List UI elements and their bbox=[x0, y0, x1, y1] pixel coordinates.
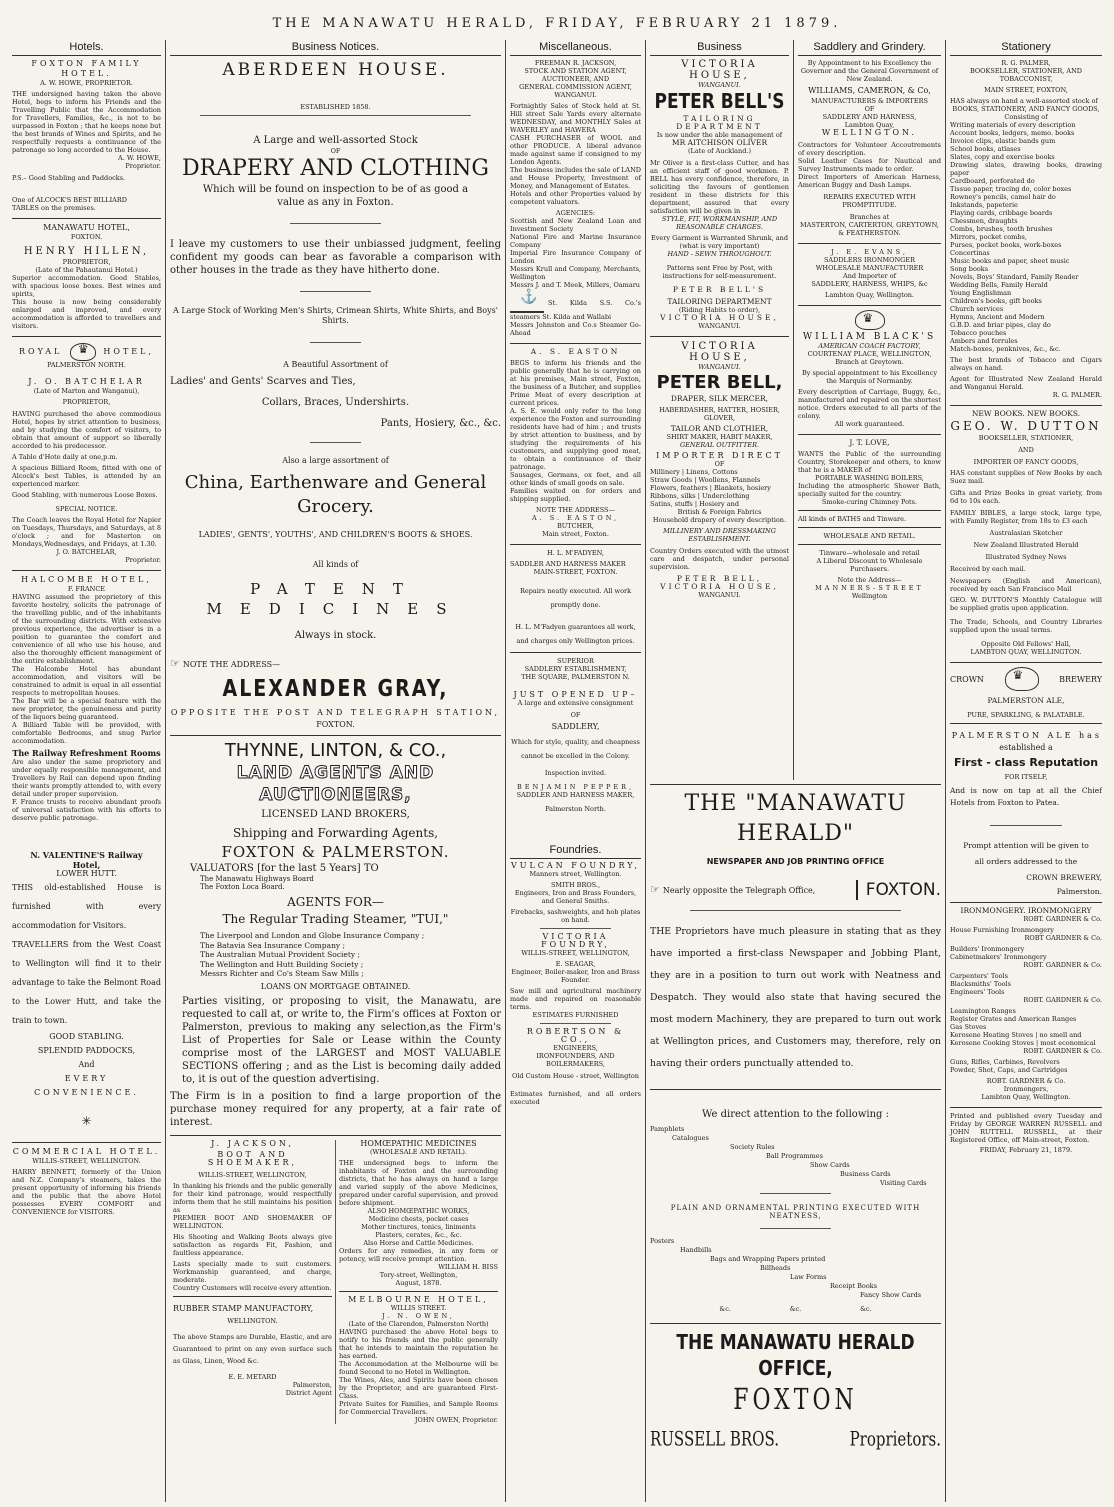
section-heading-business: Business bbox=[650, 40, 789, 56]
ad-manawatu-hotel: MANAWATU HOTEL, FOXTON. HENRY HILLEN, PROPRIETOR, (Late of the Pahautanui Hotel.) Superior accommodation. Good Stables, with spacious loose boxes. Best wines and spirits, This house is now being considerably enlarged and improved, and every accommodation is afforded to travellers and visitors. bbox=[12, 223, 161, 330]
divider bbox=[12, 570, 161, 571]
pointing-hand-icon: ☞ bbox=[650, 882, 660, 896]
divider bbox=[173, 1296, 332, 1297]
divider bbox=[290, 223, 381, 224]
divider bbox=[760, 1193, 831, 1194]
divider bbox=[760, 1228, 831, 1229]
divider bbox=[798, 243, 941, 244]
column-miscellaneous bbox=[506, 40, 646, 1502]
divider bbox=[12, 1142, 161, 1143]
ad-palmer-bookseller: R. G. PALMER, BOOKSELLER, STATIONER, AND TOBACCONIST, MAIN STREET, FOXTON, HAS always on hand a well-assorted stock of BOOKS, STATIONERY, AND FANCY GOODS, Consisting of Writing materials of every description Account books, ledgers, memo. books Invoice clips, elastic bands gum School books, atlases Slates, copy and exercise books Drawing slates, drawing books, drawing paper Cardboard, perforated do Tissue paper, tracing do, color boxes Rowney's pencils, camel hair do Inkstands, papeterie Playing cards, cribbage boards Chessmen, draughts Combs, brushes, tooth brushes Mirrors, pocket combs, Purses, pocket books, work-boxes Concertinas Music books and paper, sheet music Song books Novels, Boys' Standard, Family Reader Wedding Bells, Family Herald Young Englishman Children's books, gift books Church services Hymns, Ancient and Modern G.B.D. and briar pipes, clay do Tobacco pouches Ambers and ferrules Match-boxes, penknives, &c., &c. The best brands of Tobacco and Cigars always on hand. Agent for Illustrated New Zealand Herald and Wanganui Herald. R. G. PALMER. bbox=[950, 59, 1102, 399]
divider bbox=[170, 735, 501, 736]
steamship-icon bbox=[510, 293, 544, 313]
newspaper-page bbox=[8, 40, 1106, 1502]
column-stationery bbox=[946, 40, 1106, 1502]
divider bbox=[650, 1323, 941, 1324]
ad-dutton-bookseller: NEW BOOKS. NEW BOOKS. GEO. W. DUTTON BOOKSELLER, STATIONER, AND IMPORTER OF FANCY GOODS, HAS constant supplies of New Books by each Suez mail. Gifts and Prize Books in great variety, from 6d to 10s each. FAMILY BIBLES, a large stock, large type, with Family Register, from 18s to £3 each Australasian Sketcher New Zealand Illustrated Herald Illustrated Sydney News Received by each mail. Newspapers (English and American), received by each San Francisco Mail GEO. W. DUTTON'S Monthly Catalogue will be supplied gratis upon application. The Trade, Schools, and Country Libraries supplied upon the usual terms. Opposite Old Fellows' Hall, LAMBTON QUAY, WELLINGTON. bbox=[950, 409, 1102, 656]
ad-williams-cameron: By Appointment to his Excellency the Governor and the General Government of New Zealand. WILLIAMS, CAMERON, & Co, MANUFACTURERS & IMPORTERS OF SADDLERY AND HARNESS, Lambton Quay, WELLINGTON. Contractors for Volunteer Accoutrements of every description. Solid Leather Cases for Nautical and Survey Instruments made to order. Direct Importers of American Harness, American Buggy and Dash Lamps. REPAIRS EXECUTED WITH PROMPTITUDE. Branches at MASTERTON, CARTERTON, GREYTOWN, & FEATHERSTON. bbox=[798, 59, 941, 237]
pointing-hand-icon: ☞ bbox=[170, 657, 180, 670]
royal-crest-icon bbox=[1005, 667, 1039, 691]
print-list-1: Pamphlets Catalogues Society Rules Ball Programmes Show Cards Business Cards Visiting Cards bbox=[650, 1125, 927, 1187]
ad-commercial-hotel: COMMERCIAL HOTEL. WILLIS-STREET, WELLINGTON. HARRY BENNETT, formerly of the Union and N.Z. Company's steamers, takes the present opportunity of informing his friends and the public that the above Hotel possesses EVERY COMFORT and CONVENIENCE for VISITORS. bbox=[12, 1147, 161, 1216]
divider bbox=[510, 343, 641, 344]
divider bbox=[690, 910, 901, 911]
ad-foundries: Foundries. VULCAN FOUNDRY, Manners street, Wellington. SMITH BROS., Engineers, Iron and Brass Founders, and General Smiths. Firebacks, sashweights, and hob plates on hand. VICTORIA FOUNDRY, WILLIS-STREET, WELLINGTON, E. SEAGAR, Engineer, Boiler-maker, Iron and Brass Founder. Saw mill and agricultural machinery made and repaired on reasonable terms. ESTIMATES FURNISHED ROBERTSON & CO., ENGINEERS, IRONFOUNDERS, AND BOILERMAKERS, Old Custom House - street, Wellington Estimates furnished, and all orders executed bbox=[510, 844, 641, 1106]
ad-title: FOXTON FAMILY HOTEL. bbox=[31, 59, 142, 78]
stationery-list: Writing materials of every description Account books, ledgers, memo. books Invoice clips, elastic bands gum School books, atlases Slates, copy and exercise books Drawing slates, drawing books, drawing paper Cardboard, perforated do Tissue paper, tracing do, color boxes Rowney's pencils, camel hair do Inkstands, papeterie Playing cards, cribbage boards Chessmen, draughts Combs, brushes, tooth brushes Mirrors, pocket combs, Purses, pocket books, work-boxes Concertinas Music books and paper, sheet music Song books Novels, Boys' Standard, Family Reader Wedding Bells, Family Herald Young Englishman Children's books, gift books Church services Hymns, Ancient and Modern G.B.D. and briar pipes, clay do Tobacco pouches Ambers and ferrules Match-boxes, penknives, &c., &c. bbox=[950, 121, 1102, 353]
ad-love-washing-boilers: J. T. LOVE, WANTS the Public of the surrounding Country, Storekeeper and others, to know that he is a MAKER of PORTABLE WASHING BOILERS, Including the atmospheric Shower Bath, specially suited for the country. Smoke-curing Chimney Pots. All kinds of BATHS and Tinware. WHOLESALE AND RETAIL. Tinware—wholesale and retail A Liberal Discount to Wholesale Purchasers. Note the Address— MANNERS-STREET Wellington bbox=[798, 438, 941, 600]
ad-crown-brewery: CROWN ♛ BREWERY PALMERSTON ALE, PURE, SPARKLING, & PALATABLE. PALMERSTON ALE has established a First - class Reputation FOR ITSELF, And is now on tap at all the Chief Hotels from Foxton to Patea. Prompt attention will be given to all orders addressed to the CROWN BREWERY, Palmerston. bbox=[950, 667, 1102, 896]
section-heading-foundries: Foundries. bbox=[510, 843, 641, 859]
divider bbox=[510, 544, 641, 545]
divider bbox=[310, 442, 361, 443]
ad-peter-bell-draper: VICTORIA HOUSE, WANGANUI. PETER BELL, DRAPER, SILK MERCER, HABERDASHER, HATTER, HOSIER, GLOVER, TAILOR AND CLOTHIER, SHIRT MAKER, HABIT MAKER, GENERAL OUTFITTER. IMPORTER DIRECT OF Millinery | Linens, Cottons Straw Goods | Woollens, Flannels Flowers, feathers | Blankets, hosiery Ribbons, silks | Underclothing Satins, stuffs | Hosiery and British & Foreign Fabrics Household drapery of every description. MILLINERY AND DRESSMAKING ESTABLISHMENT. Country Orders executed with the utmost care and despatch, under personal supervision. PETER BELL, VICTORIA HOUSE, WANGANUI. bbox=[650, 341, 789, 599]
section-heading-hotels: Hotels. bbox=[12, 40, 161, 56]
divider bbox=[798, 305, 941, 306]
ad-william-black-coach-factory: ♛ WILLIAM BLACK'S AMERICAN COACH FACTORY, COURTENAY PLACE, WELLINGTON, Branch at Greytown. By special appointment to his Excellency the Marquis of Normanby. Every description of Carriage, Buggy, &c., manufactured and repaired on the shortest notice. Orders executed to all parts of the colony. All work guaranteed. bbox=[798, 310, 941, 428]
section-heading-miscellaneous: Miscellaneous. bbox=[510, 40, 641, 56]
divider bbox=[12, 336, 161, 337]
ad-mfadyen-saddler: H. L. M'FADYEN, SADDLER AND HARNESS MAKER MAIN-STREET, FOXTON. Repairs neatly executed. All work promptly done. H. L. M'Fadyen guarantees all work, and charges only Wellington prices. SUPERIOR SADDLERY ESTABLISHMENT, THE SQUARE, PALMERSTON N. JUST OPENED UP– A large and extensive consignment OF SADDLERY, Which for style, quality, and cheapness cannot be excelled in the Colony. Inspection invited. BENJAMIN PEPPER, SADDLER AND HARNESS MAKER, Palmerston North. bbox=[510, 549, 640, 813]
ad-title: HALCOMBE HOTEL, bbox=[21, 575, 152, 584]
royal-crest-icon bbox=[855, 310, 885, 330]
divider bbox=[950, 662, 1102, 663]
royal-crest-icon bbox=[70, 343, 96, 361]
ad-valentines-railway-hotel: N. VALENTINE'S Railway Hotel, LOWER HUTT. THIS old-established House is furnished with every accommodation for Visitors. TRAVELLERS from the West Coast to Wellington will find it to their advantage to take the Belmont Road to the Lower Hutt, and take the train to town. GOOD STABLING. SPLENDID PADDOCKS, And EVERY CONVENIENCE. bbox=[12, 850, 161, 1097]
divider bbox=[650, 784, 941, 785]
ad-peter-bell-tailoring: VICTORIA HOUSE, WANGANUI. PETER BELL'S TAILORING DEPARTMENT Is now under the able management of MR AITCHISON OLIVER (Late of Auckland.) Mr Oliver is a first-class Cutter, and has an efficient staff of good workmen. P. BELL has every confidence, therefore, in soliciting the favours of gentlemen resident in these districts for this department, assured that every satisfaction will be given in STYLE, FIT, WORKMANSHIP, AND REASONABLE CHARGES. Every Garment is Warranted Shrunk, and (what is very important) HAND - SEWN THROUGHOUT. Patterns sent Free by Post, with instructions for self-measurement. PETER BELL'S TAILORING DEPARTMENT (Riding Habits to order), VICTORIA HOUSE, WANGANUI. bbox=[650, 59, 789, 330]
newspaper-imprint: Printed and published every Tuesday and Friday by GEORGE WARREN RUSSELL and JOHN RUTTELL RUSSELL, at their Registered Office, off Main-street, Foxton. FRIDAY, February 21, 1879. bbox=[950, 1112, 1102, 1154]
etc-row: &c. &c. &c. bbox=[719, 1305, 872, 1313]
sub-columns bbox=[170, 1140, 501, 1424]
ad-royal-hotel: ROYAL ♛ HOTEL, PALMERSTON NORTH. J. O. BATCHELAR (Late of Marton and Wanganui), PROPRIETOR, HAVING purchased the above commodious Hotel, hopes by strict attention to business, and by studying the comfort of visitors, to obtain that amount of support so liberally accorded to his predecessor. A Table d'Hote daily at one,p.m. A spacious Billiard Room, fitted with one of Alcock's best Tables, is attended by an experienced marker. Good Stabling, with numerous Loose Boxes. SPECIAL NOTICE. The Coach leaves the Royal Hotel for Napier on Tuesdays, Thursdays, and Saturdays, at 8 o'clock ; and for Masterton on Mondays,Wednesdays, and Fridays, at 1.30. J. O. BATCHELAR, Proprietor. bbox=[12, 343, 161, 564]
divider bbox=[12, 218, 161, 219]
divider bbox=[339, 1291, 498, 1292]
divider bbox=[310, 342, 361, 343]
ad-evans-saddlers: J. E. EVANS, SADDLERS IRONMONGER WHOLESALE MANUFACTURER And Importer of SADDLERY, HARNESS, WHIPS, &c Lambton Quay, Wellington. bbox=[811, 248, 928, 299]
print-list-2: Posters Handbills Bags and Wrapping Papers printed Billheads Law Forms Receipt Books Fancy Show Cards bbox=[650, 1237, 922, 1299]
divider bbox=[950, 902, 1102, 903]
ad-halcombe-hotel: HALCOMBE HOTEL, F. FRANCE HAVING assumed the proprietory of this favorite hostelry, solicits the patronage of the travelling public, and of the inhabitants of the surrounding districts. With extensive previous experience, the advertiser is in a position to guarantee the comfort and convenience of all who use his house, and also the thoroughly efficient management of the entire establishment. The Halcombe Hotel has abundant accommodation, and visitors will be constrained to admit is equal in all essential respects to metropolitan houses. The Bar will be a special feature with the new proprietor, the genuineness and purity of the liquors being guaranteed. A Billiard Table will be provided, with comfortable Bedrooms, and snug Parlor accommodation. The Railway Refreshment Rooms Are also under the same proprietory and under equally responsible management, and Travellers by Rail can depend upon finding their wants promptly attended to, with every detail under proper supervision. F. France trusts to receive abundant proofs of universal satisfaction with his efforts to deserve public patronage. bbox=[12, 575, 161, 822]
divider bbox=[650, 1089, 941, 1090]
column-saddlery bbox=[794, 40, 946, 860]
divider bbox=[950, 723, 1102, 724]
ad-title: ABERDEEN HOUSE. bbox=[222, 60, 449, 80]
divider bbox=[650, 336, 789, 337]
column-business-victoria-house bbox=[646, 40, 794, 860]
divider bbox=[990, 825, 1062, 826]
section-heading-stationery: Stationery bbox=[950, 40, 1102, 56]
ad-foxton-family-hotel: FOXTON FAMILY HOTEL. A. W. HOWE, PROPRIETOR. THE undersigned having taken the above Hotel, begs to inform his Friends and the Travelling Public that the Accommodation for Travellers, Families, &c., is not to be surpassed in Foxton ; that he keeps none but the best brands of Wines and Spirits, and he respectfully requests a continuance of the patronage so long accorded to the House. A. W. HOWE, Proprietor. P.S.– Good Stabling and Paddocks. One of ALCOCK'S BEST BILLIARD TABLES on the premises. bbox=[12, 59, 161, 212]
ornament-star-icon: ✳ bbox=[81, 1114, 92, 1128]
ad-easton-butcher: A. S. EASTON BEGS to inform his friends and the public generally that he is carrying on at his premises, Main street, Foxton, the business of a Butcher, and supplies Prime Meat of every description at current prices. A. S. E. would only refer to the long experience the Foxton and surrounding residents have had of him ; and trusts by strict attention to business, and by studying the requirements of his customers, and supplying good meat, to obtain a continuance of their patronage. Sausages, Germans, ox feet, and all other kinds of small goods on sale. Families waited on for orders and shipping supplied. NOTE THE ADDRESS— A. S. EASTON, BUTCHER, Main street, Foxton. bbox=[510, 347, 641, 538]
ad-homoeopathic-medicines: HOMŒPATHIC MEDICINES (WHOLESALE AND RETAIL). THE undersigned begs to inform the inhabitants of Foxton and the surrounding districts, that he has always on hand a large and varied supply of the above Medicines, prepared under careful supervision, and proved before shipment. ALSO HOMŒPATHIC WORKS, Medicine chests, pocket cases Mother tinctures, tonics, liniments Plasters, cerates, &c., &c. Also Horse and Cattle Medicines. Orders for any remedies, in any form or potency, will receive prompt attention. WILLIAM H. BISS Tory-street, Wellington, August, 1878. MELBOURNE HOTEL, WILLIS STREET. J. N. OWEN, (Late of the Clarendon, Palmerston North) HAVING purchased the above Hotel begs to notify to his friends and the public generally that he intends to maintain the reputation he has earned. The Accommodation at the Melbourne will be found Second to no Hotel in Wellington. The Wines, Ales, and Spirits have been chosen by the Proprietor, and are guaranteed First-Class. Private Suites for Families, and Sample Rooms for Commercial Travellers. JOHN OWEN, Proprietor. bbox=[335, 1140, 501, 1424]
ad-freeman-jackson: FREEMAN R. JACKSON, STOCK AND STATION AGENT, AUCTIONEER, AND GENERAL COMMISSION AGENT, WANGANUI. Fortnightly Sales of Stock held at St. Hill street Sale Yards every alternate WEDNESDAY, and MONTHLY Sales at WAVERLEY and HAWERA CASH PURCHASER of WOOL and other PRODUCE. A liberal advance made against same if consigned to my London Agents. The business includes the sale of LAND and House Property, Investment of Money, and Management of Estates. Hotels and other Properties valued by competent valuators. AGENCIES: Scottish and New Zealand Loan and Investment Society National Fire and Marine Insurance Company Imperial Fire Insurance Company of London Messrs Krull and Company, Merchants, Wellington Messrs J. and T. Meek, Millers, Oamaru ⚓St. Kilda S.S. Co.'s steamers St. Kilda and Wallabi Messrs Johnston and Co.s Steamer Go-Ahead bbox=[510, 59, 641, 337]
section-heading-business-notices: Business Notices. bbox=[170, 40, 501, 56]
column-business-notices bbox=[166, 40, 506, 1502]
divider bbox=[540, 1023, 611, 1024]
divider bbox=[798, 434, 941, 435]
ad-gardner-ironmongery: IRONMONGERY. IRONMONGERY ROBT. GARDNER & Co. House Furnishing Ironmongery ROBT GARDNER & Co. Builders' Ironmongery Cabinetmakers' Ironmongery ROBT. GARDNER & Co. Carpenters' Tools Blacksmiths' Tools Engineers' Tools ROBT. GARDNER & Co. Leamington Ranges Register Grates and American Ranges Gas Stoves Kerosene Heating Stoves | no smell and Kerosene Cooking Stoves | most economical ROBT. GARDNER & Co. Guns, Rifles, Carbines, Revolvers Powder, Shot, Caps, and Cartridges ROBT. GARDNER & Co. Ironmongers, Lambton Quay, Wellington. bbox=[950, 906, 1102, 1101]
divider bbox=[200, 115, 471, 116]
divider bbox=[798, 510, 941, 511]
divider bbox=[540, 928, 611, 929]
divider bbox=[950, 1107, 1102, 1108]
ad-jackson-boot-maker: J. JACKSON, BOOT AND SHOEMAKER, WILLIS-STREET, WELLINGTON, In thanking his friends and the public generally for their kind patronage, would respectfully inform them that he still maintains his position as PREMIER BOOT AND SHOEMAKER OF WELLINGTON. His Shooting and Walking Boots always give satisfaction as regards Fit, Fashion, and faultless appearance. Lasts specially made to suit customers. Workmanship guaranteed, and charge, moderate. Country Customers will receive every attention. RUBBER STAMP MANUFACTORY, WELLINGTON. The above Stamps are Durable, Elastic, and are Guaranteed to print on any even surface such as Glass, Linen, Wood &c. E. E. METARD Palmerston, District Agent bbox=[173, 1138, 332, 1397]
divider bbox=[510, 652, 641, 653]
divider bbox=[170, 1135, 501, 1136]
ad-title: MANAWATU HOTEL, bbox=[43, 223, 130, 232]
divider bbox=[798, 527, 941, 528]
ad-herald-printing-office: THE "MANAWATU HERALD" NEWSPAPER AND JOB PRINTING OFFICE ☞ Nearly opposite the Telegraph Office, FOXTON. THE Proprietors have much pleasure in stating that as they have imported a first-class Newspaper and Jobbing Plant, they are in a position to turn out work with Neatness and Despatch. They would also state that having secured the most modern Machinery, they are prepared to turn out work at Wellington prices, and Customers may, therefore, rely on having their orders punctually attended to. We direct attention to the following : Pamphlets Catalogues Society Rules Ball Programmes Show Cards Business Cards Visiting Cards PLAIN AND ORNAMENTAL PRINTING EXECUTED WITH NEATNESS, Posters Handbills Bags and Wrapping Papers printed Billheads Law Forms Receipt Books Fancy Show Cards &c. &c. &c. THE MANAWATU HERALD OFFICE, FOXTON RUSSELL BROS. Proprietors. bbox=[646, 780, 946, 1502]
divider bbox=[950, 405, 1102, 406]
ad-title: THYNNE, LINTON, & CO., bbox=[224, 740, 447, 761]
ad-thynne-linton: THYNNE, LINTON, & CO., LAND AGENTS AND AUCTIONEERS, LICENSED LAND BROKERS, Shipping and Forwarding Agents, FOXTON & PALMERSTON. VALUATORS [for the last 5 Years] TO The Manawatu Highways Board The Foxton Loca Board. AGENTS FOR— The Regular Trading Steamer, "TUI," The Liverpool and London and Globe Insurance Company ; The Batavia Sea Insurance Company ; The Australian Mutual Provident Society ; The Wellington and Hutt Building Society ; Messrs Richter and Co's Steam Saw Mills ; LOANS ON MORTGAGE OBTAINED. Parties visiting, or proposing to visit, the Manawatu, are requested to call at, or write to, the Firm's offices at Foxton or Palmerston, previous to making any selection,as the Firm's List of Properties for Sale or Lease within the County comprise most of the LARGEST and MOST VALUABLE SECTIONS offering ; and as the List is becoming daily added to, it is out of the question advertising. The Firm is in a position to find a large proportion of the purchase money required for any property, at a fair rate of interest. bbox=[170, 740, 501, 1128]
ad-title: THE "MANAWATU HERALD" bbox=[684, 791, 907, 846]
divider bbox=[300, 291, 371, 292]
divider bbox=[798, 544, 941, 545]
column-hotels bbox=[8, 40, 166, 1502]
newspaper-masthead: THE MANAWATU HERALD, FRIDAY, FEBRUARY 21 1879. bbox=[272, 16, 842, 31]
section-heading-saddlery: Saddlery and Grindery. bbox=[798, 40, 941, 56]
ad-aberdeen-house: ABERDEEN HOUSE. ESTABLISHED 1858. A Large and well-assorted Stock OF DRAPERY AND CLOTHING Which will be found on inspection to be of as good a value as any in Foxton. I leave my customers to use their unbiassed judgment, feeling confident my goods can bear as favorable a comparison with other houses in the trade as they have hitherto done. A Large Stock of Working Men's Shirts, Crimean Shirts, White Shirts, and Boys' Shirts. A Beautiful Assortment of Ladies' and Gents' Scarves and Ties, Collars, Braces, Undershirts. Pants, Hosiery, &c., &c. Also a large assortment of China, Earthenware and General Grocery. LADIES', GENTS', YOUTHS', AND CHILDREN'S BOOTS & SHOES. All kinds of PATENT MEDICINES Always in stock. ☞ NOTE THE ADDRESS— ALEXANDER GRAY, OPPOSITE THE POST AND TELEGRAPH STATION, FOXTON. bbox=[170, 60, 501, 729]
